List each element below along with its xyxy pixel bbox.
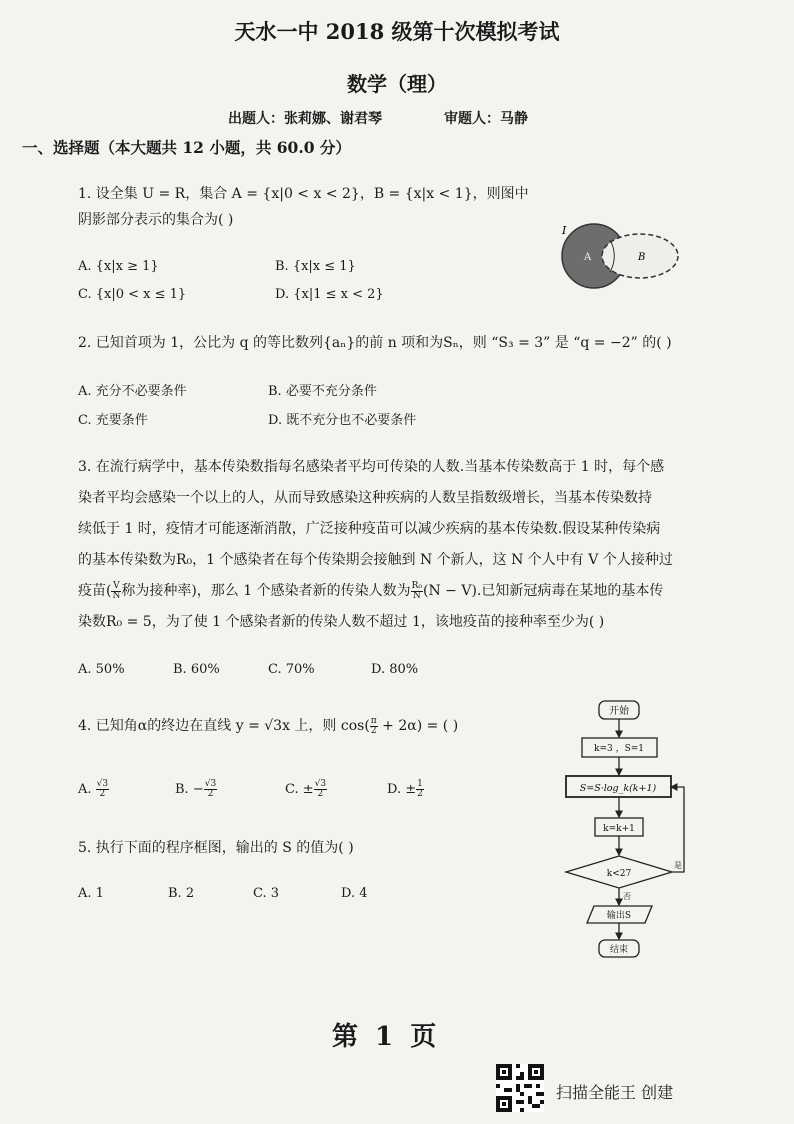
fraction-denominator: 2 (317, 789, 324, 799)
option-label: A. (78, 782, 92, 797)
flowchart-loop-arrow (671, 787, 684, 872)
fraction-numerator: π (370, 715, 377, 726)
q3-option-c: C. 70% (268, 662, 315, 677)
flowchart-no-label: 否 (623, 892, 631, 901)
question-3-line-6: 染数R₀ = 5，为了使 1 个感染者新的传染人数不超过 1，该地疫苗的接种率至少为( ) (78, 614, 605, 630)
flowchart-assign-label: S=S·log_k(k+1) (579, 783, 657, 794)
option-label: C. ± (285, 782, 314, 797)
fraction-denominator: 2 (417, 789, 423, 799)
program-flowchart (560, 695, 700, 965)
q2-option-a: A. 充分不必要条件 (78, 384, 187, 399)
question-2-text: 2. 已知首项为 1，公比为 q 的等比数列{aₙ}的前 n 项和为Sₙ，则 “S₃ = 3” 是 “q = −2” 的( ) (78, 335, 672, 351)
fraction-numerator: √3 (96, 779, 109, 789)
flowchart-end-label: 结束 (609, 945, 629, 955)
question-1-line-1: 1. 设全集 U = R，集合 A = {x|0 < x < 2}，B = {x|x < 1}，则图中 (78, 186, 529, 202)
question-3-line-4: 的基本传染数为R₀，1 个感染者在每个传染期会接触到 N 个新人，这 N 个人中有 V 个人接种过 (78, 552, 673, 568)
q3-line-5-part-c: (N − V).已知新冠病毒在某地的基本传 (423, 583, 664, 599)
q2-option-d: D. 既不充分也不必要条件 (268, 413, 417, 428)
q4-option-c (285, 780, 327, 799)
flowchart-condition-label: k<27 (606, 869, 632, 879)
flowchart-output-label: 输出S (606, 911, 632, 921)
venn-label-u: I (562, 224, 567, 237)
fraction-denominator: 2 (99, 789, 106, 799)
flowchart-increment-label: k=k+1 (603, 824, 635, 834)
q4-text-part-b: + 2α) = ( ) (377, 718, 459, 734)
page-number: 第 1 页 (332, 1022, 441, 1052)
section-heading: 一、选择题（本大题共 12 小题，共 60.0 分） (22, 138, 351, 157)
fraction-numerator: R₀ (411, 580, 423, 591)
option-fraction (96, 780, 109, 799)
question-1-line-2: 阴影部分表示的集合为( ) (78, 212, 234, 228)
option-fraction (204, 780, 217, 799)
q4-option-d (387, 780, 424, 799)
q5-option-a: A. 1 (78, 886, 104, 901)
fraction-denominator: N (412, 590, 421, 601)
option-label: D. ± (387, 782, 417, 797)
q5-option-d: D. 4 (341, 886, 368, 901)
qr-code (496, 1064, 544, 1112)
q1-option-a: A. {x|x ≥ 1} (78, 259, 159, 274)
q5-option-b: B. 2 (168, 886, 195, 901)
q3-line-5-part-a: 疫苗( (78, 583, 112, 599)
question-3-line-3: 续低于 1 时，疫情才可能逐渐消散，广泛接种疫苗可以减少疾病的基本传染数.假设某种传染病 (78, 521, 661, 537)
flowchart-start-label: 开始 (609, 706, 629, 717)
fraction-numerator: 1 (417, 779, 423, 789)
q2-option-c: C. 充要条件 (78, 413, 148, 428)
q4-option-a (78, 780, 109, 799)
q5-option-c: C. 3 (253, 886, 280, 901)
fraction-denominator: 2 (207, 789, 214, 799)
venn-label-b: B (638, 252, 646, 263)
question-4-text (78, 716, 458, 736)
q2-option-b: B. 必要不充分条件 (268, 384, 377, 399)
q1-option-b: B. {x|x ≤ 1} (275, 259, 356, 274)
fraction-denominator: N (112, 590, 121, 601)
q3-option-a: A. 50% (78, 662, 125, 677)
fraction-numerator: V (113, 580, 120, 591)
vaccination-rate-fraction (111, 582, 121, 601)
pi-half-fraction (370, 717, 378, 736)
question-3-line-1: 3. 在流行病学中，基本传染数指每名感染者平均可传染的人数.当基本传染数高于 1 时，每个感 (78, 459, 665, 475)
transmission-fraction (411, 582, 423, 601)
scanner-watermark: 扫描全能王 创建 (556, 1083, 674, 1102)
exam-subtitle: 数学（理） (347, 72, 447, 96)
fraction-numerator: √3 (204, 779, 217, 789)
option-fraction (314, 780, 327, 799)
q1-option-c: C. {x|0 < x ≤ 1} (78, 287, 187, 302)
venn-label-a: A (584, 252, 592, 263)
q3-option-d: D. 80% (371, 662, 419, 677)
q3-line-5-part-b: 称为接种率)，那么 1 个感染者新的传染人数为 (121, 583, 411, 599)
fraction-denominator: 2 (370, 725, 377, 736)
flowchart-init-label: k=3 ，S=1 (593, 744, 645, 754)
option-fraction (416, 780, 424, 799)
question-3-line-5 (78, 576, 663, 606)
venn-diagram (558, 222, 688, 292)
question-3-line-2: 染者平均会感染一个以上的人，从而导致感染这种疾病的人数呈指数级增长，当基本传染数持 (78, 490, 652, 506)
q3-option-b: B. 60% (173, 662, 220, 677)
q1-option-d: D. {x|1 ≤ x < 2} (275, 287, 384, 302)
exam-authors: 出题人：张莉娜、谢君琴 (228, 111, 382, 127)
q4-option-b (175, 780, 217, 799)
exam-reviewer: 审题人：马静 (444, 111, 528, 127)
q4-text-part-a: 4. 已知角α的终边在直线 y = √3x 上，则 cos( (78, 718, 370, 734)
option-label: B. − (175, 782, 204, 797)
fraction-numerator: √3 (314, 779, 327, 789)
exam-title: 天水一中 2018 级第十次模拟考试 (234, 19, 560, 44)
question-5-text: 5. 执行下面的程序框图，输出的 S 的值为( ) (78, 840, 354, 856)
flowchart-yes-label: 是 (674, 861, 682, 870)
